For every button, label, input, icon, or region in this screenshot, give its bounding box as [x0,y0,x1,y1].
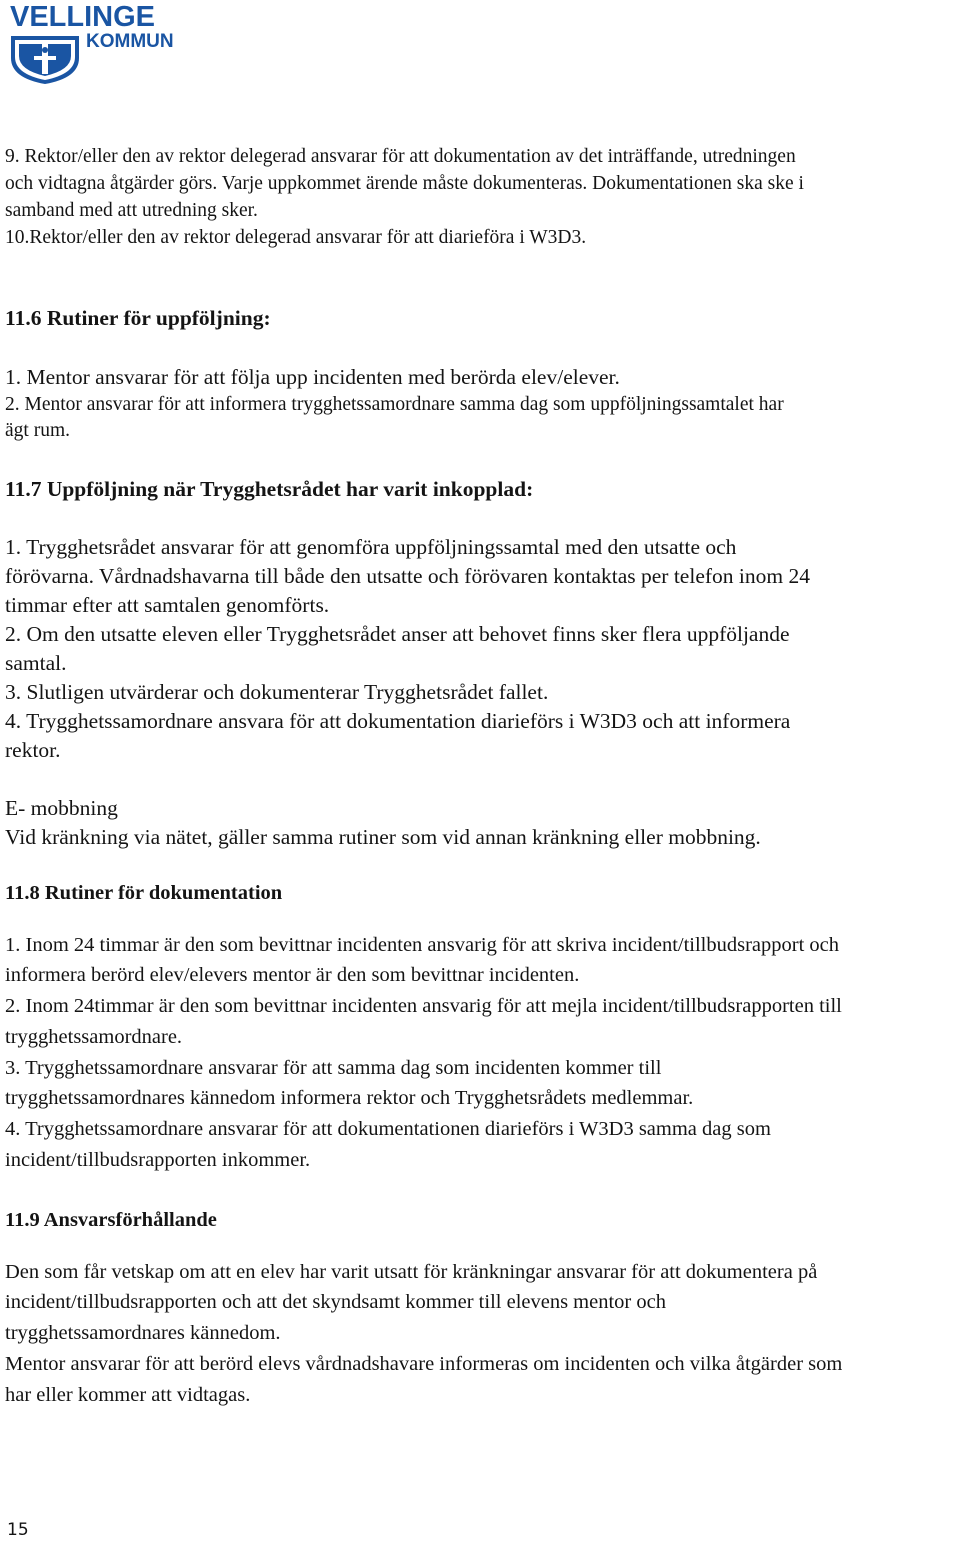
section-heading: 11.9 Ansvarsförhållande [5,1209,217,1231]
text-line: 4. Trygghetssamordnare ansvara för att dokumentation diarieförs i W3D3 och att informera [5,709,791,733]
logo-line1: VELLINGE [10,1,156,33]
logo-line2: KOMMUN [86,31,174,52]
text-line: 2. Mentor ansvarar för att informera trygghetssamordnare samma dag som uppföljningssamtalet har [5,394,784,415]
text-line: Vid kränkning via nätet, gäller samma rutiner som vid annan kränkning eller mobbning. [5,825,761,849]
text-line: 1. Inom 24 timmar är den som bevittnar incidenten ansvarig för att skriva incident/tillbudsrapport och [5,934,840,956]
text-line: 2. Inom 24timmar är den som bevittnar incidenten ansvarig för att mejla incident/tillbudsrapporten till [5,995,842,1017]
text-line: timmar efter att samtalen genomförts. [5,593,330,617]
text-line: förövarna. Vårdnadshavarna till både den utsatte och förövaren kontaktas per telefon inom 24 [5,564,810,588]
text-line: har eller kommer att vidtagas. [5,1384,251,1406]
text-line: ägt rum. [5,420,70,441]
vellinge-kommun-logo [6,0,196,84]
text-line: 2. Om den utsatte eleven eller Trygghetsrådet anser att behovet finns sker flera uppföljande [5,622,790,646]
text-line: incident/tillbudsrapporten inkommer. [5,1149,311,1171]
text-line: samband med att utredning sker. [5,200,258,221]
text-line: 9. Rektor/eller den av rektor delegerad ansvarar för att dokumentation av det inträffande, utredningen [5,146,796,167]
text-line: 3. Trygghetssamordnare ansvarar för att samma dag som incidenten kommer till [5,1057,662,1079]
text-line: och vidtagna åtgärder görs. Varje uppkommet ärende måste dokumenteras. Dokumentationen ska ske i [5,173,804,194]
text-line: 10.Rektor/eller den av rektor delegerad ansvarar för att diarieföra i W3D3. [5,227,587,248]
text-line: incident/tillbudsrapporten och att det skyndsamt kommer till elevens mentor och [5,1291,666,1313]
text-line: 4. Trygghetssamordnare ansvarar för att dokumentationen diarieförs i W3D3 samma dag som [5,1118,771,1140]
text-line: 3. Slutligen utvärderar och dokumenterar Trygghetsrådet fallet. [5,680,549,704]
text-line: informera berörd elev/elevers mentor är den som bevittnar incidenten. [5,964,580,986]
text-line: trygghetssamordnares kännedom. [5,1322,281,1344]
text-line: samtal. [5,651,67,675]
page-number: 15 [7,1520,29,1540]
section-heading: 11.8 Rutiner för dokumentation [5,882,283,904]
text-line: trygghetssamordnares kännedom informera rektor och Trygghetsrådets medlemmar. [5,1087,694,1109]
text-line: 1. Trygghetsrådet ansvarar för att genomföra uppföljningssamtal med den utsatte och [5,535,737,559]
section-heading: 11.7 Uppföljning när Trygghetsrådet har varit inkopplad: [5,477,534,501]
text-line: rektor. [5,738,61,762]
text-line: trygghetssamordnare. [5,1026,183,1048]
text-line: Den som får vetskap om att en elev har varit utsatt för kränkningar ansvarar för att dokumentera på [5,1261,818,1283]
text-line: Mentor ansvarar för att berörd elevs vårdnadshavare informeras om incidenten och vilka åtgärder som [5,1353,843,1375]
text-line: 1. Mentor ansvarar för att följa upp incidenten med berörda elev/elever. [5,365,620,389]
section-heading: 11.6 Rutiner för uppföljning: [5,306,271,330]
text-line: E- mobbning [5,796,118,820]
